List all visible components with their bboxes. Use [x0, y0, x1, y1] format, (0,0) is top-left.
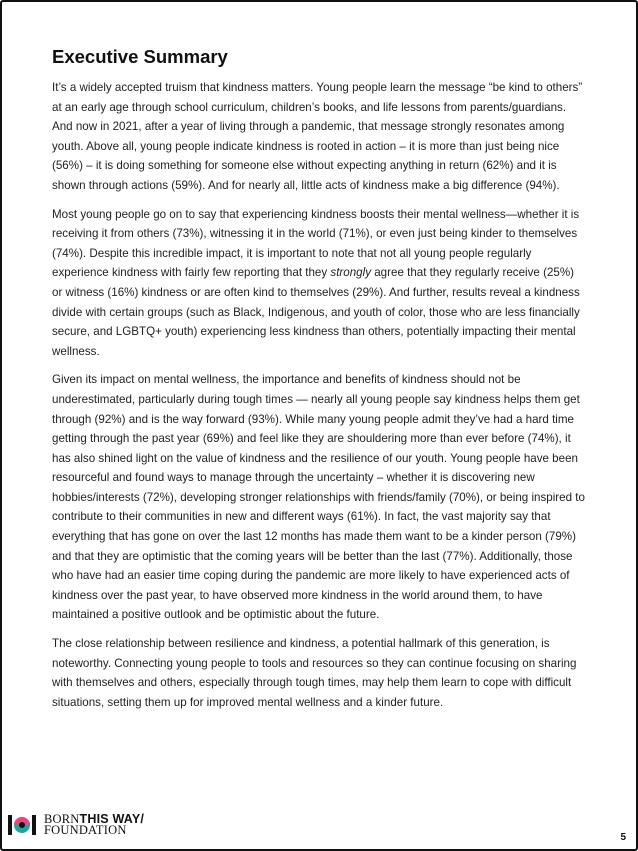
- logo-wordmark: [44, 814, 144, 836]
- born-this-way-logo-icon: [8, 813, 36, 837]
- logo-word-born: BORN: [44, 812, 80, 826]
- paragraph-2-emphasis: strongly: [330, 266, 372, 280]
- paragraph-3: Given its impact on mental wellness, the importance and benefits of kindness should not be underestimated, particularly during tough times — nearly all young people say kindness helps them get through (92%) and is the way forward (93%). While many young people admit they’ve had a hard time getting through the past year (69%) and feel like they are shouldering more than ever before (74%), it has also shined light on the value of kindness and the resilience of our youth. Young people have been resourceful and found ways to manage through the uncertainty – whether it is discovering new hobbies/interests (72%), developing stronger relationships with friends/family (70%), or being inspired to contribute to their communities in new and different ways (61%). In fact, the vast majority say that everything that has gone on over the last 12 months has made them want to be a kinder person (79%) and that they are optimistic that the coming years will be better than the last (77%). Additionally, those who have had an easier time coping during the pandemic are more likely to have experienced acts of kindness over the past year, to have observed more kindness in the world around them, to have maintained a positive outlook and be optimistic about the future.: [52, 373, 585, 622]
- page-title: Executive Summary: [52, 46, 228, 67]
- main-content: [52, 44, 586, 721]
- logo-word-this-way: THIS WAY/: [79, 812, 145, 826]
- paragraph-1: It’s a widely accepted truism that kindness matters. Young people learn the message “be kind to others” at an early age through school curriculum, children’s books, and life lessons from parents/guardians. And now in 2021, after a year of living through a pandemic, that message strongly resonates among youth. Above all, young people indicate kindness is rooted in action – it is more than just being nice (56%) – it is doing something for someone else without expecting anything in return (62%) and it is shown through actions (59%). And for nearly all, little acts of kindness make a big difference (94%).: [52, 81, 583, 192]
- footer-logo: [8, 810, 144, 840]
- paragraph-4: The close relationship between resilience and kindness, a potential hallmark of this generation, is noteworthy. Connecting young people to tools and resources so they can continue focusing on sharing with themselves and others, especially through tough times, may help them learn to cope with difficult situations, setting them up for improved mental wellness and a kinder future.: [52, 637, 577, 709]
- paragraph-2: [52, 205, 586, 362]
- page-number: 5: [620, 832, 626, 843]
- paragraph-2-part-2: agree that they regularly receive (25%) or witness (16%) kindness or are often kind to themselves (29%). And further, results reveal a kindness divide with certain groups (such as Black, Indigenous, and youth of color, those who are less financially secure, and LGBTQ+ youth) experiencing less kindness than others, potentially impacting their mental wellness.: [52, 266, 580, 358]
- paragraph-2-part-1: Most young people go on to say that experiencing kindness boosts their mental wellness—whether it is receiving it from others (73%), witnessing it in the world (71%), or even just being kinder to themselves (74%). Despite this incredible impact, it is important to note that not all young people regularly experience kindness with fairly few reporting that they: [52, 207, 580, 280]
- logo-word-foundation: FOUNDATION: [44, 823, 127, 837]
